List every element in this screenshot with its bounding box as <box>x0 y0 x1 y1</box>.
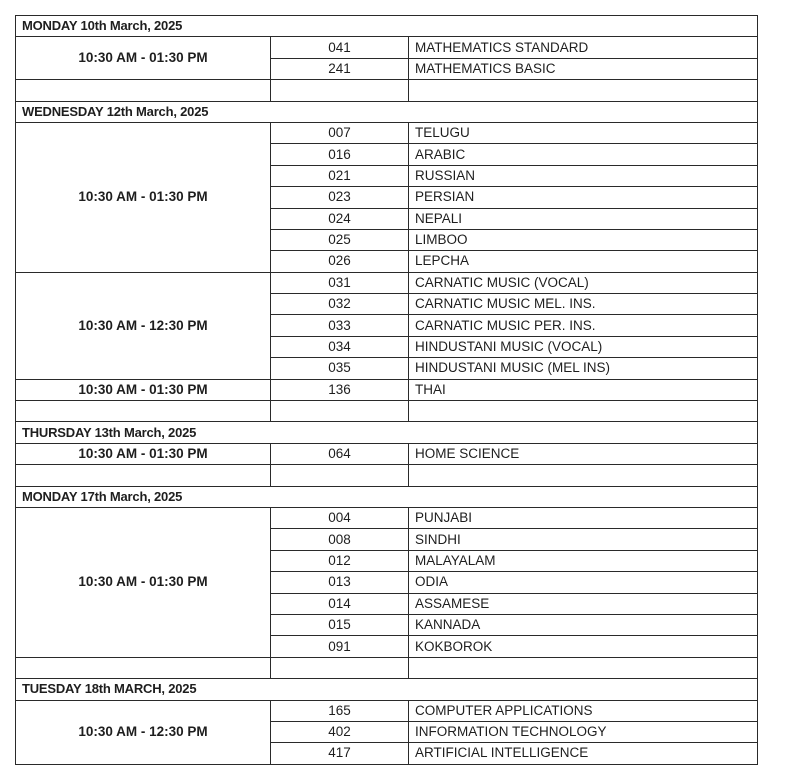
subject-code: 031 <box>271 272 409 293</box>
empty-cell <box>271 465 409 486</box>
subject-code: 241 <box>271 58 409 79</box>
day-header-row <box>16 486 758 507</box>
day-header-row <box>16 679 758 700</box>
subject-name: HOME SCIENCE <box>409 443 758 464</box>
exam-time: 10:30 AM - 01:30 PM <box>16 37 271 80</box>
subject-code: 041 <box>271 37 409 58</box>
exam-time: 10:30 AM - 01:30 PM <box>16 122 271 272</box>
subject-name: NEPALI <box>409 208 758 229</box>
subject-code: 091 <box>271 636 409 657</box>
subject-name: KANNADA <box>409 614 758 635</box>
empty-cell <box>16 80 271 101</box>
subject-name: CARNATIC MUSIC PER. INS. <box>409 315 758 336</box>
spacer-row <box>16 657 758 678</box>
subject-name: ASSAMESE <box>409 593 758 614</box>
subject-code: 013 <box>271 572 409 593</box>
subject-code: 015 <box>271 614 409 635</box>
subject-code: 032 <box>271 294 409 315</box>
subject-name: ARABIC <box>409 144 758 165</box>
subject-name: PERSIAN <box>409 187 758 208</box>
exam-time: 10:30 AM - 01:30 PM <box>16 507 271 657</box>
subject-name: HINDUSTANI MUSIC (MEL INS) <box>409 358 758 379</box>
spacer-row <box>16 465 758 486</box>
subject-code: 034 <box>271 336 409 357</box>
subject-name: COMPUTER APPLICATIONS <box>409 700 758 721</box>
empty-cell <box>16 657 271 678</box>
exam-time: 10:30 AM - 01:30 PM <box>16 379 271 400</box>
subject-name: CARNATIC MUSIC MEL. INS. <box>409 294 758 315</box>
subject-name: PUNJABI <box>409 507 758 528</box>
subject-code: 023 <box>271 187 409 208</box>
subject-code: 064 <box>271 443 409 464</box>
subject-name: MALAYALAM <box>409 550 758 571</box>
subject-name: LIMBOO <box>409 229 758 250</box>
table-row <box>16 700 758 721</box>
subject-name: CARNATIC MUSIC (VOCAL) <box>409 272 758 293</box>
subject-code: 402 <box>271 721 409 742</box>
empty-cell <box>409 401 758 422</box>
subject-code: 025 <box>271 229 409 250</box>
table-row <box>16 379 758 400</box>
empty-cell <box>16 401 271 422</box>
subject-code: 136 <box>271 379 409 400</box>
empty-cell <box>271 657 409 678</box>
subject-name: TELUGU <box>409 122 758 143</box>
subject-name: INFORMATION TECHNOLOGY <box>409 721 758 742</box>
subject-name: MATHEMATICS STANDARD <box>409 37 758 58</box>
spacer-row <box>16 80 758 101</box>
table-row <box>16 272 758 293</box>
subject-code: 012 <box>271 550 409 571</box>
exam-schedule-table <box>15 15 758 765</box>
subject-code: 026 <box>271 251 409 272</box>
day-heading: THURSDAY 13th March, 2025 <box>16 422 758 443</box>
day-header-row <box>16 101 758 122</box>
subject-name: THAI <box>409 379 758 400</box>
subject-name: LEPCHA <box>409 251 758 272</box>
empty-cell <box>271 401 409 422</box>
subject-code: 165 <box>271 700 409 721</box>
table-row <box>16 37 758 58</box>
table-row <box>16 443 758 464</box>
empty-cell <box>409 657 758 678</box>
subject-name: RUSSIAN <box>409 165 758 186</box>
exam-time: 10:30 AM - 12:30 PM <box>16 700 271 764</box>
empty-cell <box>271 80 409 101</box>
spacer-row <box>16 401 758 422</box>
subject-code: 007 <box>271 122 409 143</box>
subject-code: 033 <box>271 315 409 336</box>
subject-name: ODIA <box>409 572 758 593</box>
subject-code: 024 <box>271 208 409 229</box>
subject-name: SINDHI <box>409 529 758 550</box>
day-header-row <box>16 422 758 443</box>
empty-cell <box>16 465 271 486</box>
empty-cell <box>409 80 758 101</box>
subject-code: 417 <box>271 743 409 764</box>
exam-time: 10:30 AM - 12:30 PM <box>16 272 271 379</box>
subject-code: 004 <box>271 507 409 528</box>
subject-code: 008 <box>271 529 409 550</box>
day-heading: WEDNESDAY 12th March, 2025 <box>16 101 758 122</box>
subject-name: HINDUSTANI MUSIC (VOCAL) <box>409 336 758 357</box>
day-heading: MONDAY 10th March, 2025 <box>16 16 758 37</box>
subject-code: 014 <box>271 593 409 614</box>
subject-name: MATHEMATICS BASIC <box>409 58 758 79</box>
exam-time: 10:30 AM - 01:30 PM <box>16 443 271 464</box>
subject-code: 016 <box>271 144 409 165</box>
day-heading: MONDAY 17th March, 2025 <box>16 486 758 507</box>
subject-code: 021 <box>271 165 409 186</box>
subject-code: 035 <box>271 358 409 379</box>
table-row <box>16 507 758 528</box>
table-row <box>16 122 758 143</box>
subject-name: KOKBOROK <box>409 636 758 657</box>
empty-cell <box>409 465 758 486</box>
day-heading: TUESDAY 18th MARCH, 2025 <box>16 679 758 700</box>
subject-name: ARTIFICIAL INTELLIGENCE <box>409 743 758 764</box>
day-header-row <box>16 16 758 37</box>
